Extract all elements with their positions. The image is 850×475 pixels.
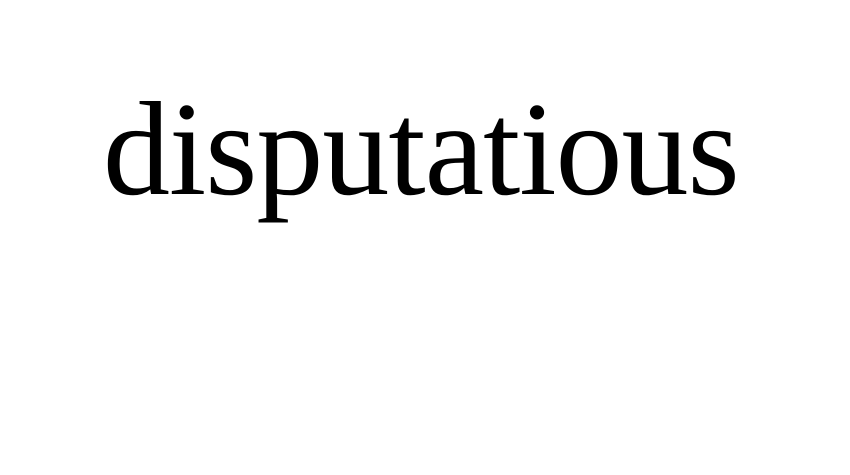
word-text: disputatious [103, 75, 739, 223]
